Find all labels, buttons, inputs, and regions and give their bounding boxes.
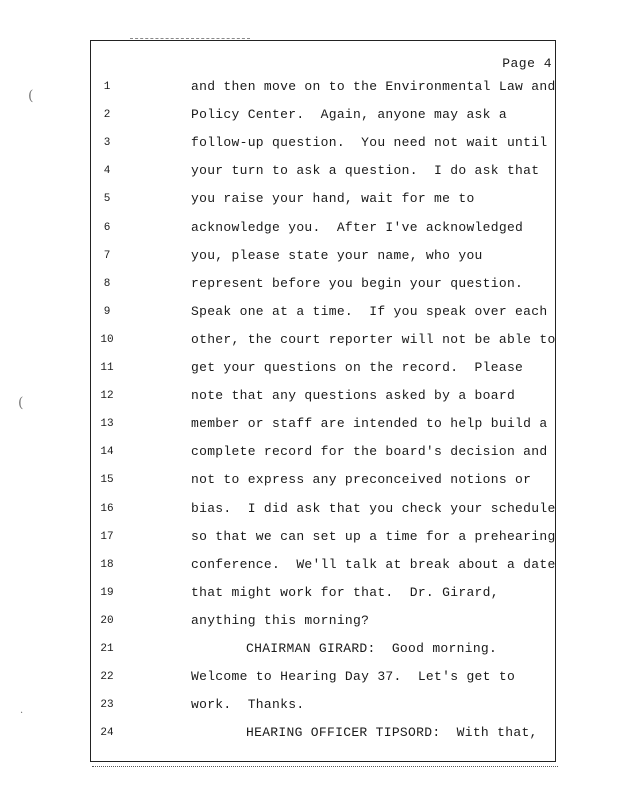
line-text: your turn to ask a question. I do ask that: [191, 163, 540, 179]
transcript-line: [0, 189, 618, 209]
page-number: Page 4: [502, 56, 552, 71]
transcript-line: [0, 77, 618, 97]
margin-mark-bottom: ·: [20, 708, 24, 719]
line-text: that might work for that. Dr. Girard,: [191, 584, 499, 600]
line-text: bias. I did ask that you check your schedule: [191, 500, 556, 516]
line-number: 12: [100, 390, 114, 403]
line-text: represent before you begin your question.: [191, 275, 524, 291]
line-number: 10: [100, 333, 114, 346]
line-text: so that we can set up a time for a prehearing: [191, 528, 556, 544]
line-text: other, the court reporter will not be able to: [191, 331, 556, 347]
line-text: acknowledge you. After I've acknowledged: [191, 219, 524, 235]
line-text: not to express any preconceived notions or: [191, 472, 532, 488]
transcript-line: [0, 695, 618, 715]
line-number: 19: [100, 586, 114, 599]
line-number: 16: [100, 502, 114, 515]
transcript-line: [0, 667, 618, 687]
line-text: HEARING OFFICER TIPSORD: With that,: [246, 725, 538, 741]
line-text: Speak one at a time. If you speak over each: [191, 303, 548, 319]
transcript-line: [0, 218, 618, 238]
line-number: 8: [103, 277, 111, 290]
line-text: follow-up question. You need not wait until: [191, 135, 548, 151]
line-number: 11: [100, 362, 114, 374]
line-number: 20: [100, 614, 114, 627]
line-number: 4: [103, 165, 111, 178]
transcript-line: [0, 470, 618, 490]
line-number: 15: [100, 474, 114, 487]
line-text: conference. We'll talk at break about a date: [191, 556, 556, 572]
line-number: 6: [103, 221, 111, 234]
line-text: anything this morning?: [191, 612, 370, 628]
line-number: 17: [100, 530, 114, 543]
line-text: get your questions on the record. Please: [191, 360, 524, 375]
line-text: complete record for the board's decision and: [191, 444, 548, 460]
transcript-line: [0, 133, 618, 153]
transcript-line: [0, 274, 618, 294]
margin-mark-top: (: [28, 88, 34, 104]
transcript-line: [0, 302, 618, 322]
line-text: Policy Center. Again, anyone may ask a: [191, 107, 507, 123]
line-text: work. Thanks.: [191, 697, 305, 713]
margin-mark-middle: (: [18, 395, 24, 411]
line-number: 24: [100, 727, 114, 740]
line-number: 7: [103, 249, 111, 262]
line-number: 9: [103, 305, 111, 318]
transcript-line: [0, 555, 618, 575]
transcript-line: [0, 499, 618, 519]
line-number: 18: [100, 558, 114, 571]
line-text: note that any questions asked by a board: [191, 388, 516, 404]
line-text: and then move on to the Environmental Law and: [191, 79, 556, 94]
transcript-line: [0, 358, 618, 378]
transcript-line: [0, 723, 618, 743]
line-text: Welcome to Hearing Day 37. Let's get to: [191, 669, 516, 685]
line-number: 5: [103, 193, 111, 206]
transcript-line: [0, 583, 618, 603]
transcript-line: [0, 161, 618, 181]
transcript-line: [0, 386, 618, 406]
line-text: CHAIRMAN GIRARD: Good morning.: [246, 641, 498, 656]
transcript-line: [0, 330, 618, 350]
line-number: 22: [100, 671, 114, 684]
line-number: 21: [100, 643, 114, 655]
transcript-line: [0, 611, 618, 631]
line-text: you raise your hand, wait for me to: [191, 191, 475, 207]
transcript-line: [0, 246, 618, 266]
transcript-line: [0, 527, 618, 547]
line-number: 23: [100, 699, 114, 712]
line-number: 1: [103, 81, 111, 93]
transcript-line: [0, 442, 618, 462]
line-text: you, please state your name, who you: [191, 247, 483, 263]
line-number: 13: [100, 418, 114, 431]
line-number: 14: [100, 446, 114, 459]
line-number: 3: [103, 137, 111, 150]
transcript-line: [0, 639, 618, 659]
transcript-line: [0, 414, 618, 434]
line-number: 2: [103, 109, 111, 122]
transcript-line: [0, 105, 618, 125]
line-text: member or staff are intended to help build a: [191, 416, 548, 432]
